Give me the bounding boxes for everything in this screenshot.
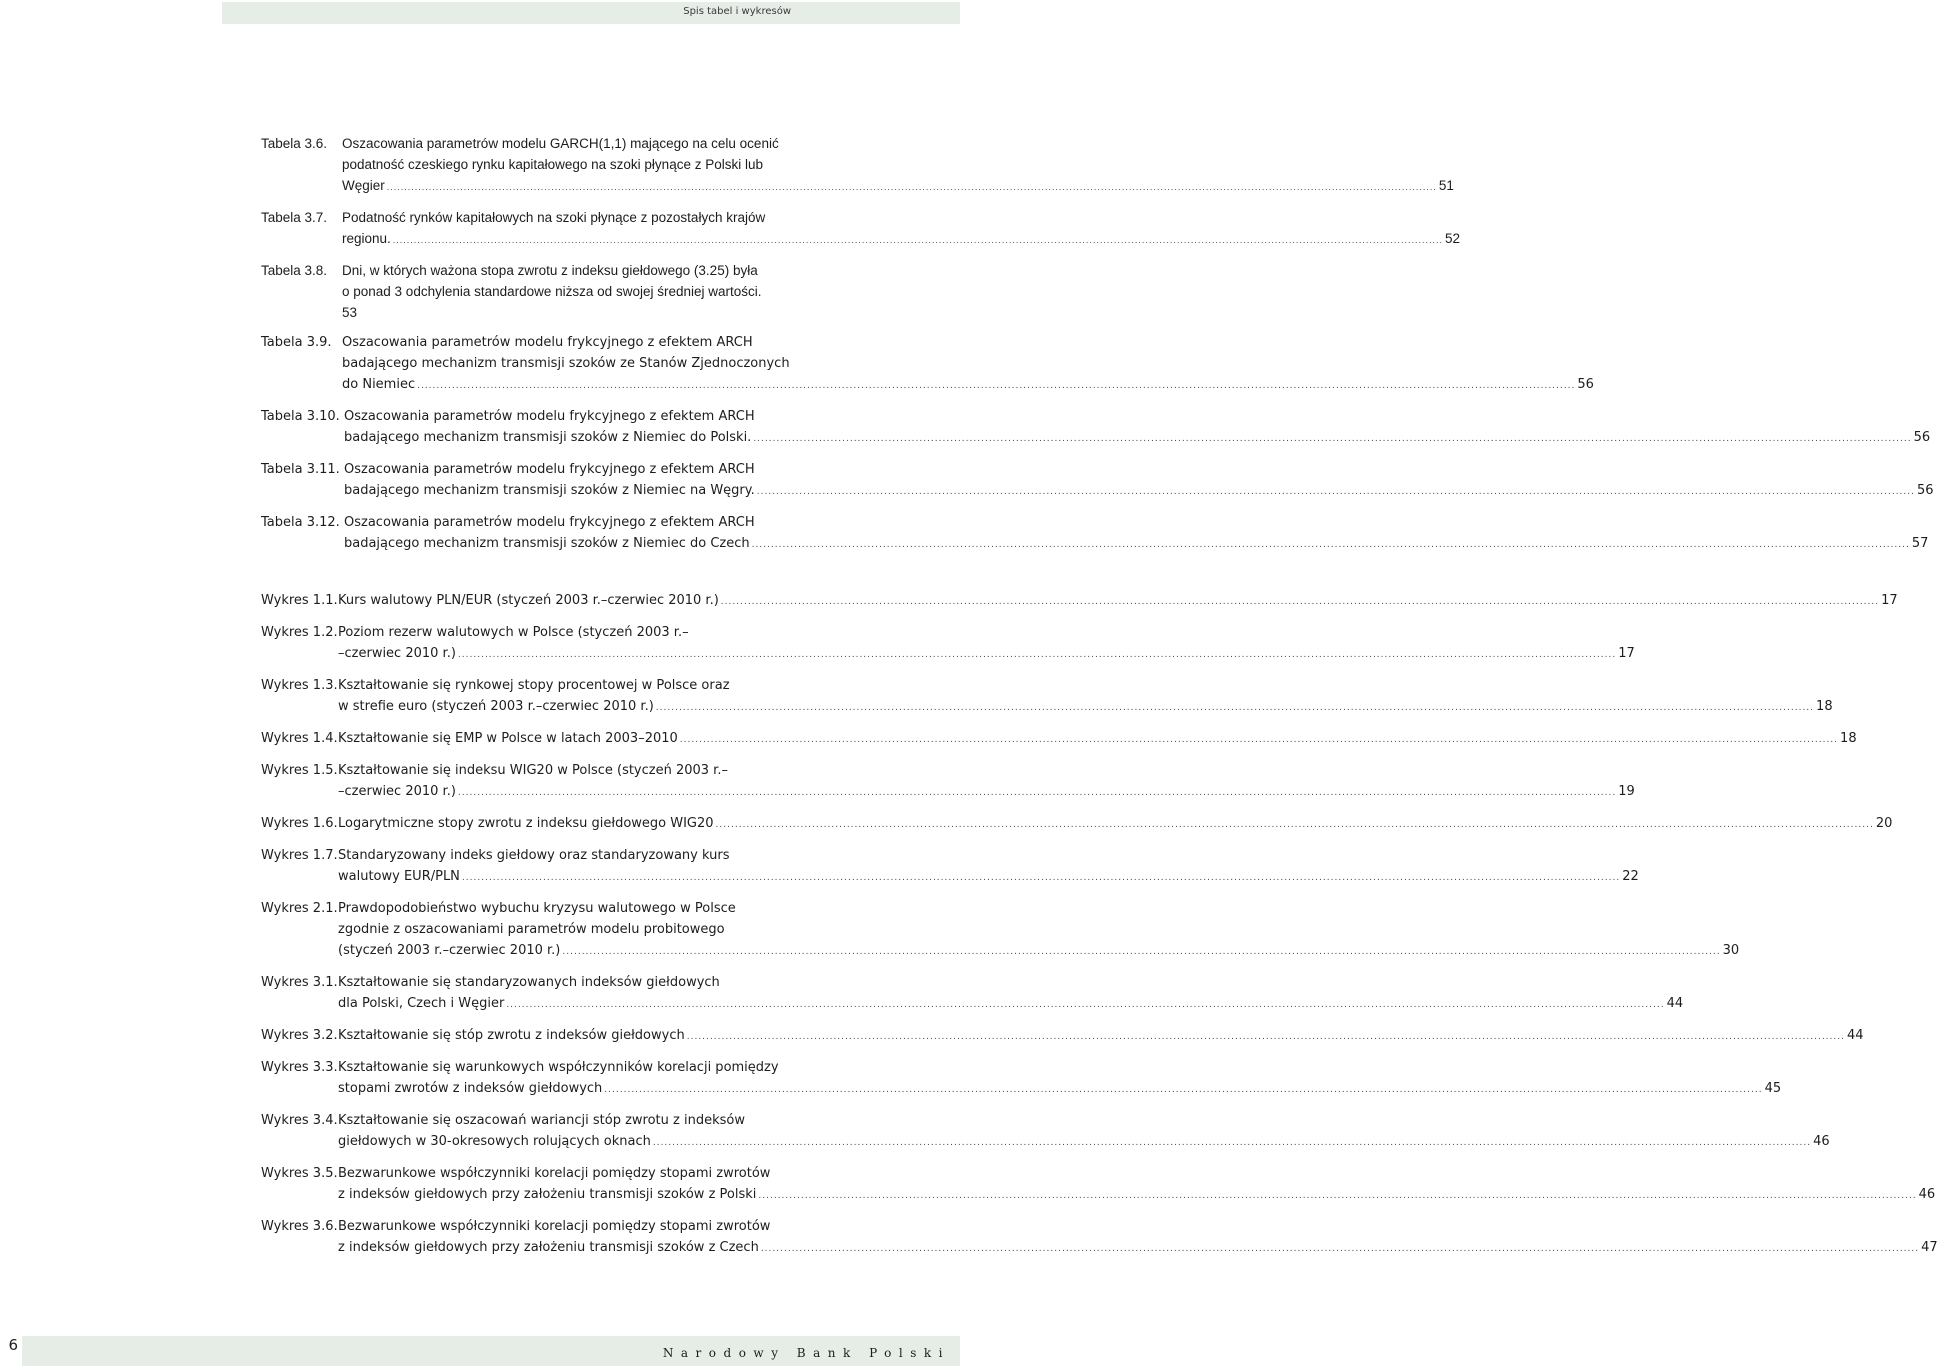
entry-title-line: w strefie euro (styczeń 2003 r.–czerwiec 2010 r.) [338, 699, 654, 714]
entry-title-line: badającego mechanizm transmisji szoków z Niemiec do Polski. [344, 430, 752, 445]
entry-number: Wykres 1.6. [261, 816, 338, 831]
entry-title [261, 459, 1934, 503]
toc-entry[interactable] [261, 1057, 1782, 1101]
entry-number: Wykres 3.6. [261, 1219, 338, 1234]
dot-leader: ............................................................................................................................................................................................................................................................................................................ [652, 1138, 1812, 1148]
toc-entry[interactable] [261, 813, 1893, 836]
entry-number: Wykres 1.2. [261, 625, 338, 640]
entry-last-line [342, 175, 1454, 198]
header-bar [222, 2, 960, 24]
dot-leader: ............................................................................................................................................................................................................................................................................................................ [686, 1032, 1845, 1042]
toc-entry[interactable] [261, 332, 1594, 397]
dot-leader: ............................................................................................................................................................................................................................................................................................................ [655, 703, 1815, 713]
toc-entry[interactable] [261, 1110, 1830, 1154]
toc-entry[interactable] [261, 406, 1931, 450]
entry-page: 44 [1847, 1028, 1864, 1043]
entry-number: Tabela 3.10. [261, 409, 340, 424]
entry-title-line: giełdowych w 30-okresowych rolujących oknach [338, 1134, 651, 1149]
dot-leader: ............................................................................................................................................................................................................................................................................................................ [562, 947, 1721, 957]
dot-leader: ............................................................................................................................................................................................................................................................................................................ [758, 1191, 1917, 1201]
entry-last-line [338, 1131, 1830, 1154]
toc-entry[interactable] [261, 622, 1635, 666]
dot-leader: ............................................................................................................................................................................................................................................................................................................ [715, 820, 1874, 830]
footer-bar [22, 1336, 960, 1366]
dot-leader: ............................................................................................................................................................................................................................................................................................................ [386, 182, 1437, 192]
toc-entry[interactable] [261, 898, 1740, 963]
entry-title-line: z indeksów giełdowych przy założeniu transmisji szoków z Czech [338, 1240, 759, 1255]
entry-number: Wykres 1.7. [261, 848, 338, 863]
entry-last-line [342, 228, 1460, 251]
entry-last-line [338, 696, 1833, 719]
entry-title [261, 512, 1929, 556]
entry-number: Tabela 3.9. [261, 335, 332, 350]
entry-last-line [338, 993, 1684, 1016]
entry-last-line [344, 480, 1934, 503]
entry-last-line [338, 813, 1893, 836]
entry-title-line: regionu. [342, 231, 391, 246]
entry-page: 46 [1918, 1187, 1936, 1202]
entry-page: 56 [1917, 483, 1934, 498]
entry-last-line [344, 533, 1929, 556]
dot-leader: ............................................................................................................................................................................................................................................................................................................ [760, 1244, 1920, 1254]
entry-last-line [342, 302, 793, 323]
entry-title-line: Bezwarunkowe współczynniki korelacji pomiędzy stopami zwrotów [338, 1219, 771, 1234]
entry-title [261, 898, 1740, 963]
dot-leader: ............................................................................................................................................................................................................................................................................................................ [392, 235, 1443, 245]
entry-last-line [338, 1078, 1782, 1101]
dot-leader: ............................................................................................................................................................................................................................................................................................................ [720, 597, 1880, 607]
toc-entry[interactable] [261, 1025, 1864, 1048]
dot-leader: ............................................................................................................................................................................................................................................................................................................ [756, 487, 1916, 497]
entry-number: Wykres 1.1. [261, 593, 338, 608]
toc-entry[interactable] [261, 260, 793, 323]
entry-number: Tabela 3.7. [261, 210, 328, 225]
entry-title [261, 1025, 1864, 1048]
toc-entry[interactable] [261, 1216, 1938, 1260]
entry-number: Wykres 1.4. [261, 731, 338, 746]
entry-title-line: badającego mechanizm transmisji szoków ze Stanów Zjednoczonych [342, 356, 790, 371]
entry-title-line: badającego mechanizm transmisji szoków z Niemiec do Czech [344, 536, 750, 551]
entry-title-line: Podatność rynków kapitałowych na szoki płynące z pozostałych krajów [342, 210, 766, 225]
entry-number: Wykres 3.4. [261, 1113, 338, 1128]
entry-last-line [338, 1025, 1864, 1048]
toc-entry[interactable] [261, 675, 1833, 719]
toc-entry[interactable] [261, 133, 1454, 198]
entry-title [261, 1216, 1938, 1260]
entry-page: 46 [1813, 1134, 1830, 1149]
entry-number: Tabela 3.12. [261, 515, 340, 530]
entry-number: Wykres 3.1. [261, 975, 338, 990]
entry-title-line: Kształtowanie się indeksu WIG20 w Polsce (styczeń 2003 r.– [338, 763, 728, 778]
entry-last-line [338, 940, 1740, 963]
dot-leader: ............................................................................................................................................................................................................................................................................................................ [417, 381, 1576, 391]
entry-number: Wykres 2.1. [261, 901, 338, 916]
entry-title-line: Prawdopodobieństwo wybuchu kryzysu walutowego w Polsce [338, 901, 736, 916]
entry-title-line: do Niemiec [342, 377, 416, 392]
entry-page: 17 [1618, 646, 1635, 661]
entry-page: 19 [1618, 784, 1635, 799]
entry-last-line [344, 427, 1931, 450]
entry-title [261, 972, 1684, 1016]
entry-title-line: Kształtowanie się warunkowych współczynników korelacji pomiędzy [338, 1060, 779, 1075]
entry-title-line: Kształtowanie się EMP w Polsce w latach 2003–2010 [338, 731, 678, 746]
entry-last-line [338, 643, 1635, 666]
entry-title-line: Węgier [342, 178, 385, 193]
entry-page: 30 [1722, 943, 1740, 958]
entry-title-line: Kształtowanie się rynkowej stopy procentowej w Polsce oraz [338, 678, 730, 693]
entry-title [261, 760, 1635, 804]
entry-title-line: Oszacowania parametrów modelu frykcyjnego z efektem ARCH [344, 409, 755, 424]
entry-title-line: zgodnie z oszacowaniami parametrów modelu probitowego [338, 922, 725, 937]
entry-page: 51 [1438, 178, 1454, 193]
entry-title [261, 675, 1833, 719]
entry-last-line [342, 374, 1594, 397]
entry-title [261, 406, 1931, 450]
entry-page: 56 [1577, 377, 1594, 392]
entry-page: 22 [1622, 869, 1639, 884]
entry-title-line: Oszacowania parametrów modelu frykcyjnego z efektem ARCH [344, 462, 755, 477]
dot-leader: ............................................................................................................................................................................................................................................................................................................ [604, 1085, 1763, 1095]
entry-title-line: Kształtowanie się oszacowań wariancji stóp zwrotu z indeksów [338, 1113, 745, 1128]
entry-title [261, 813, 1893, 836]
toc-entry[interactable] [261, 459, 1934, 503]
entry-page: 52 [1444, 231, 1460, 246]
entry-number: Wykres 3.3. [261, 1060, 338, 1075]
entry-number: Wykres 3.2. [261, 1028, 338, 1043]
entry-page: 18 [1816, 699, 1833, 714]
entry-number: Wykres 1.5. [261, 763, 338, 778]
entry-title-line: Oszacowania parametrów modelu frykcyjnego z efektem ARCH [344, 515, 755, 530]
entry-title-line: Kurs walutowy PLN/EUR (styczeń 2003 r.–czerwiec 2010 r.) [338, 593, 719, 608]
entry-title [261, 1110, 1830, 1154]
entry-title-line: Dni, w których ważona stopa zwrotu z indeksu giełdowego (3.25) była [342, 263, 758, 278]
entry-page: 18 [1840, 731, 1857, 746]
entry-number: Wykres 3.5. [261, 1166, 338, 1181]
entry-title-line: badającego mechanizm transmisji szoków z Niemiec na Węgry. [344, 483, 755, 498]
toc-entry[interactable] [261, 845, 1639, 889]
toc-entry[interactable] [261, 512, 1929, 556]
entry-page: 57 [1911, 536, 1929, 551]
dot-leader: ............................................................................................................................................................................................................................................................................................................ [506, 1000, 1665, 1010]
charts-list [261, 590, 1938, 1269]
entry-title-line: o ponad 3 odchylenia standardowe niższa od swojej średniej wartości. [342, 284, 762, 299]
entry-last-line [338, 866, 1639, 889]
entry-title-line: walutowy EUR/PLN [338, 869, 460, 884]
entry-title-line: z indeksów giełdowych przy założeniu transmisji szoków z Polski [338, 1187, 757, 1202]
entry-last-line [338, 781, 1635, 804]
entry-title [261, 260, 793, 323]
entry-page: 44 [1666, 996, 1684, 1011]
entry-title [261, 207, 1460, 251]
entry-last-line [338, 590, 1898, 613]
entry-title-line: podatność czeskiego rynku kapitałowego na szoki płynące z Polski lub [342, 157, 763, 172]
dot-leader: ............................................................................................................................................................................................................................................................................................................ [753, 434, 1912, 444]
entry-title-line: –czerwiec 2010 r.) [338, 784, 456, 799]
entry-page: 20 [1875, 816, 1893, 831]
entry-title-line: Kształtowanie się standaryzowanych indeksów giełdowych [338, 975, 720, 990]
tables-list [261, 133, 1934, 565]
entry-page: 17 [1881, 593, 1898, 608]
dot-leader: ............................................................................................................................................................................................................................................................................................................ [461, 873, 1621, 883]
entry-page: 45 [1764, 1081, 1782, 1096]
entry-last-line [338, 1237, 1938, 1260]
entry-title [261, 728, 1857, 751]
toc-entry[interactable] [261, 760, 1635, 804]
entry-number: Tabela 3.6. [261, 136, 328, 151]
toc-entry[interactable] [261, 207, 1460, 251]
entry-page: 53 [342, 305, 358, 320]
entry-title-line: Bezwarunkowe współczynniki korelacji pomiędzy stopami zwrotów [338, 1166, 771, 1181]
toc-entry[interactable] [261, 728, 1857, 751]
dot-leader: ............................................................................................................................................................................................................................................................................................................ [751, 540, 1910, 550]
entry-title [261, 590, 1898, 613]
entry-title-line: –czerwiec 2010 r.) [338, 646, 456, 661]
entry-title-line: Oszacowania parametrów modelu GARCH(1,1) mającego na celu ocenić [342, 136, 779, 151]
entry-number: Tabela 3.8. [261, 263, 328, 278]
entry-page: 47 [1921, 1240, 1938, 1255]
entry-title-line: Oszacowania parametrów modelu frykcyjnego z efektem ARCH [342, 335, 753, 350]
entry-title [261, 845, 1639, 889]
entry-title-line: dla Polski, Czech i Węgier [338, 996, 505, 1011]
dot-leader: ............................................................................................................................................................................................................................................................................................................ [457, 650, 1617, 660]
entry-number: Wykres 1.3. [261, 678, 338, 693]
entry-title [261, 332, 1594, 397]
entry-title-line: Kształtowanie się stóp zwrotu z indeksów giełdowych [338, 1028, 685, 1043]
entry-last-line [338, 1184, 1936, 1207]
entry-page: 56 [1913, 430, 1931, 445]
toc-entry[interactable] [261, 1163, 1936, 1207]
toc-entry[interactable] [261, 590, 1898, 613]
entry-title [261, 1057, 1782, 1101]
entry-title-line: Standaryzowany indeks giełdowy oraz standaryzowany kurs [338, 848, 730, 863]
entry-title-line: (styczeń 2003 r.–czerwiec 2010 r.) [338, 943, 561, 958]
publisher-name: Narodowy Bank Polski [662, 1346, 950, 1360]
entry-title [261, 133, 1454, 198]
entry-last-line [338, 728, 1857, 751]
dot-leader: ............................................................................................................................................................................................................................................................................................................ [679, 735, 1839, 745]
dot-leader: ............................................................................................................................................................................................................................................................................................................ [457, 788, 1617, 798]
entry-number: Tabela 3.11. [261, 462, 340, 477]
entry-title [261, 622, 1635, 666]
entry-title-line: Logarytmiczne stopy zwrotu z indeksu giełdowego WIG20 [338, 816, 714, 831]
entry-title-line: Poziom rezerw walutowych w Polsce (styczeń 2003 r.– [338, 625, 689, 640]
toc-entry[interactable] [261, 972, 1684, 1016]
entry-title [261, 1163, 1936, 1207]
page-number: 6 [8, 1336, 18, 1354]
header-title: Spis tabel i wykresów [683, 6, 791, 17]
entry-title-line: stopami zwrotów z indeksów giełdowych [338, 1081, 603, 1096]
